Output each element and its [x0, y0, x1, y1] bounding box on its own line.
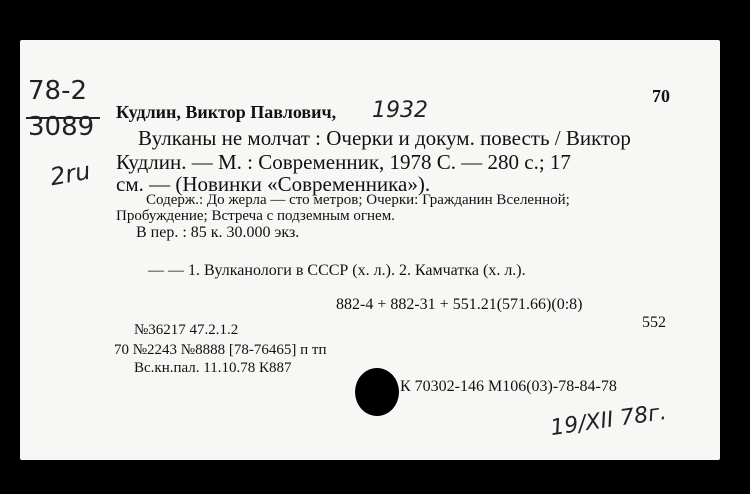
registration-line-1: №36217 47.2.1.2	[134, 322, 239, 338]
title-line-1: Вулканы не молчат : Очерки и докум. повесть / Виктор	[138, 126, 631, 150]
price-line: В пер. : 85 к. 30.000 экз.	[136, 224, 300, 241]
classification-extra: 552	[642, 314, 666, 331]
handwritten-date: 19/XII 78г.	[548, 399, 669, 442]
ink-stamp-blot	[355, 368, 399, 416]
contents-line-2: Пробуждение; Встреча с подземным огнем.	[116, 208, 395, 224]
subjects-line: — — 1. Вулканологи в СССР (х. л.). 2. Камчатка (х. л.).	[148, 262, 526, 279]
registration-line-2: 70 №2243 №8888 [78-76465] п тп	[114, 342, 327, 358]
registration-line-3: Вс.кн.пал. 11.10.78 К887	[134, 360, 292, 376]
classification-line: 882-4 + 882-31 + 551.21(571.66)(0:8)	[336, 296, 583, 313]
title-line-3: см. — (Новинки «Современника»).	[116, 172, 431, 196]
author-mark: 2ru	[47, 156, 93, 192]
author-year-handwritten: 1932	[372, 98, 428, 123]
bottom-code: К 70302-146 М106(03)-78-84-78	[400, 378, 617, 395]
contents-line-1: Содерж.: До жерла — сто метров; Очерки: Гражданин Вселенной;	[146, 192, 570, 208]
call-number-top: 78-2	[28, 76, 88, 106]
catalog-card	[20, 40, 720, 460]
call-number-bottom: 3089	[28, 112, 95, 142]
author-heading: Кудлин, Виктор Павлович,	[116, 102, 337, 122]
title-line-2: Кудлин. — М. : Современник, 1978 С. — 280 с.; 17	[116, 150, 571, 174]
page-number: 70	[652, 86, 670, 106]
